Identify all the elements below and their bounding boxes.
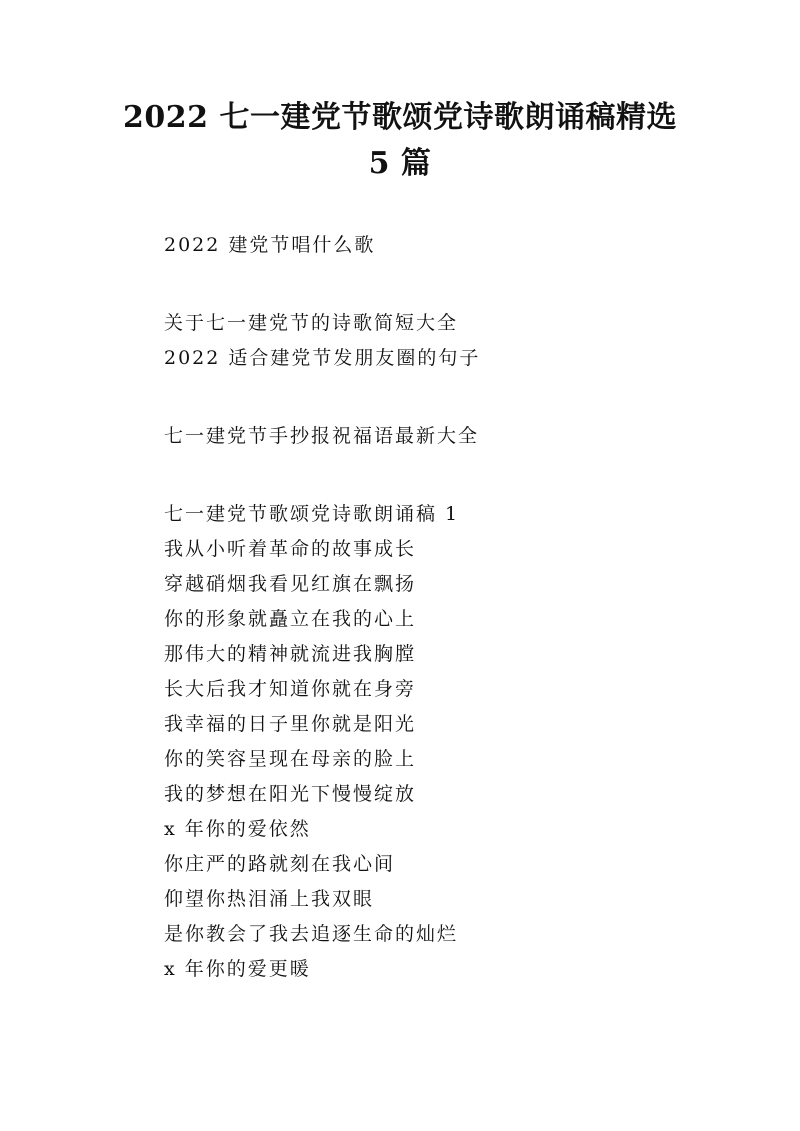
document-title: 2022 七一建党节歌颂党诗歌朗诵稿精选 5 篇 — [123, 100, 677, 181]
poem-line: 长大后我才知道你就在身旁 — [164, 678, 417, 700]
intro-line-4: 七一建党节手抄报祝福语最新大全 — [164, 425, 480, 447]
poem-line: 穿越硝烟我看见红旗在飘扬 — [164, 573, 417, 595]
poem-line: 仰望你热泪涌上我双眼 — [164, 888, 375, 910]
section-heading: 七一建党节歌颂党诗歌朗诵稿 1 — [164, 503, 460, 525]
intro-line-1: 2022 建党节唱什么歌 — [164, 234, 376, 256]
paragraph-spacer — [164, 376, 684, 419]
intro-line-2: 关于七一建党节的诗歌简短大全 — [164, 312, 459, 334]
paragraph-spacer — [164, 263, 684, 306]
poem-line: 那伟大的精神就流进我胸膛 — [164, 643, 417, 665]
poem-line: 你的笑容呈现在母亲的脸上 — [164, 748, 417, 770]
poem-line: 你的形象就矗立在我的心上 — [164, 608, 417, 630]
poem-line: x 年你的爱更暖 — [164, 958, 311, 980]
poem-line: 你庄严的路就刻在我心间 — [164, 853, 396, 875]
poem-line: x 年你的爱依然 — [164, 818, 311, 840]
poem-line: 是你教会了我去追逐生命的灿烂 — [164, 923, 459, 945]
poem-line: 我幸福的日子里你就是阳光 — [164, 713, 417, 735]
poem-line: 我从小听着革命的故事成长 — [164, 538, 417, 560]
document-body — [164, 228, 684, 987]
paragraph-spacer — [164, 454, 684, 497]
poem-line: 我的梦想在阳光下慢慢绽放 — [164, 783, 417, 805]
intro-line-3: 2022 适合建党节发朋友圈的句子 — [164, 347, 481, 369]
